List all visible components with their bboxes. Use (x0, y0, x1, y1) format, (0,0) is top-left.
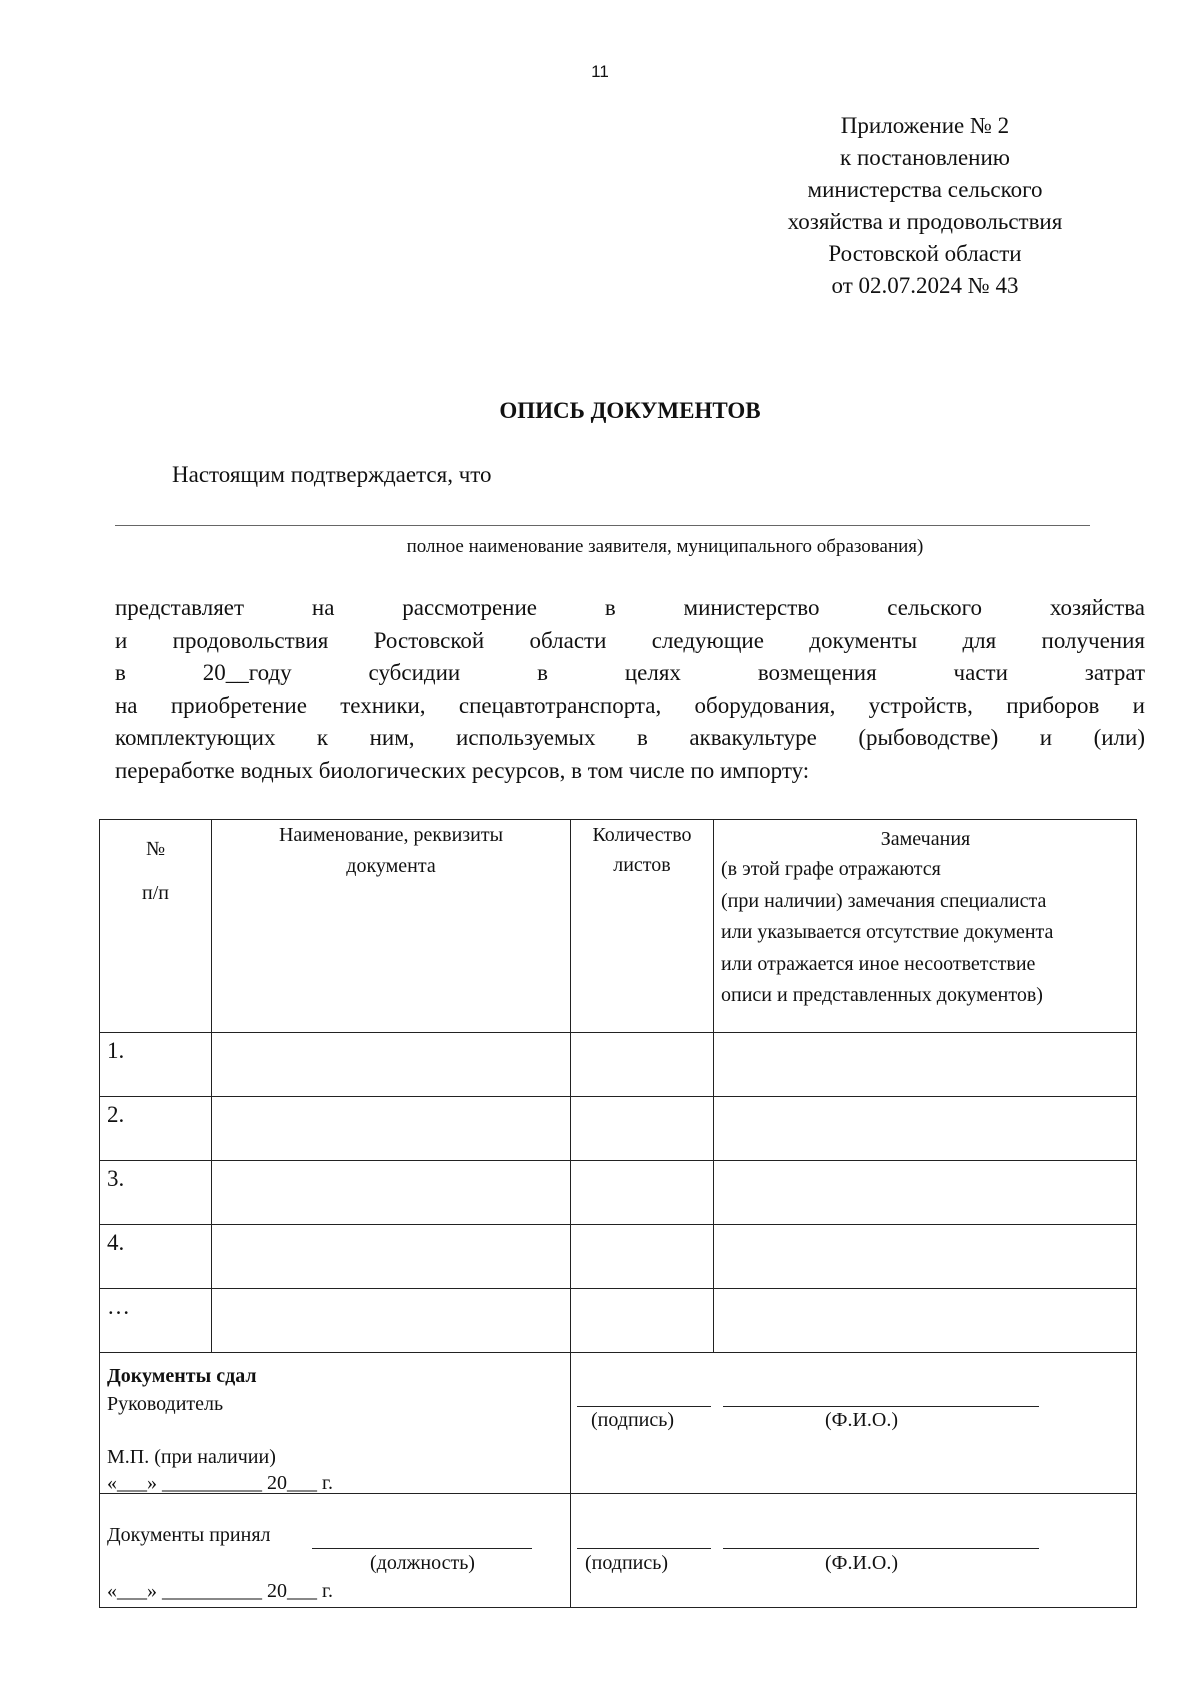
handed-over-row (100, 1353, 1137, 1494)
applicant-name-field[interactable] (115, 525, 1090, 526)
paragraph-line: переработке водных биологических ресурсов, в том числе по импорту: (115, 757, 810, 783)
document-name-cell[interactable] (212, 1289, 571, 1353)
row-number: 1. (100, 1033, 212, 1097)
table-row (100, 1225, 1137, 1289)
table-row (100, 1289, 1137, 1353)
header-number-sign: № (145, 838, 166, 860)
document-name-cell[interactable] (212, 1097, 571, 1161)
received-row (100, 1494, 1137, 1608)
position-line[interactable] (312, 1548, 532, 1549)
appendix-line: к постановлению (840, 145, 1010, 170)
row-number: 2. (100, 1097, 212, 1161)
paragraph-line: на приобретение техники, спецавтотранспорта, оборудования, устройств, приборов и (115, 692, 1145, 718)
table-row (100, 1033, 1137, 1097)
appendix-block (740, 110, 1110, 302)
signature-caption: (подпись) (585, 1552, 669, 1574)
appendix-line: от 02.07.2024 № 43 (831, 273, 1019, 298)
header-document-name (212, 820, 571, 1033)
position-caption: (должность) (370, 1552, 475, 1574)
handed-over-role: Руководитель (107, 1393, 224, 1415)
document-name-cell[interactable] (212, 1033, 571, 1097)
handed-over-right (571, 1353, 1137, 1494)
remarks-cell[interactable] (714, 1289, 1137, 1353)
fio-line[interactable] (723, 1406, 1039, 1407)
handed-over-heading: Документы сдал (107, 1365, 257, 1387)
sheet-count-cell[interactable] (571, 1289, 714, 1353)
received-right (571, 1494, 1137, 1608)
header-sheet-count (571, 820, 714, 1033)
header-remarks-line: описи и представленных документов) (721, 984, 1043, 1006)
handed-over-date[interactable]: «___» __________ 20___ г. (107, 1472, 333, 1494)
appendix-line: министерства сельского (807, 177, 1043, 202)
fio-caption: (Ф.И.О.) (825, 1409, 899, 1431)
document-name-cell[interactable] (212, 1161, 571, 1225)
paragraph-line: и продовольствия Ростовской области следующие документы для получения (115, 627, 1145, 653)
remarks-cell[interactable] (714, 1097, 1137, 1161)
paragraph-line: комплектующих к ним, используемых в аквакультуре (рыбоводстве) и (или) (115, 725, 1145, 750)
applicant-name-caption: полное наименование заявителя, муниципального образования) (406, 536, 924, 557)
header-remarks-line: (при наличии) замечания специалиста (721, 889, 1047, 912)
sheet-count-cell[interactable] (571, 1161, 714, 1225)
header-name-line: документа (346, 855, 436, 877)
signature-line[interactable] (577, 1406, 711, 1407)
header-remarks-line: (в этой графе отражаются (721, 858, 941, 880)
row-number: 4. (100, 1225, 212, 1289)
signature-line[interactable] (577, 1548, 711, 1549)
header-remarks-line: или отражается иное несоответствие (721, 952, 1036, 975)
signature-caption: (подпись) (591, 1409, 675, 1431)
document-title: ОПИСЬ ДОКУМЕНТОВ (499, 398, 761, 423)
row-number: … (100, 1289, 212, 1353)
documents-table (99, 819, 1137, 1608)
row-number: 3. (100, 1161, 212, 1225)
appendix-line: хозяйства и продовольствия (787, 209, 1063, 234)
document-name-cell[interactable] (212, 1225, 571, 1289)
header-qty-line: Количество (592, 824, 692, 846)
received-label: Документы принял (107, 1524, 271, 1546)
paragraph-line: представляет на рассмотрение в министерство сельского хозяйства (115, 595, 1145, 620)
intro-text: Настоящим подтверждается, что (172, 462, 492, 487)
remarks-cell[interactable] (714, 1225, 1137, 1289)
statement-paragraph (115, 592, 1145, 787)
remarks-cell[interactable] (714, 1161, 1137, 1225)
header-remarks (714, 820, 1137, 1033)
sheet-count-cell[interactable] (571, 1097, 714, 1161)
appendix-line: Ростовской области (828, 241, 1022, 266)
received-date[interactable]: «___» __________ 20___ г. (107, 1580, 333, 1602)
sheet-count-cell[interactable] (571, 1033, 714, 1097)
table-row (100, 1097, 1137, 1161)
table-row (100, 1161, 1137, 1225)
fio-caption: (Ф.И.О.) (825, 1552, 899, 1574)
header-number-pp: п/п (142, 882, 169, 904)
remarks-cell[interactable] (714, 1033, 1137, 1097)
sheet-count-cell[interactable] (571, 1225, 714, 1289)
table-header-row (100, 820, 1137, 1033)
seal-label: М.П. (при наличии) (107, 1446, 276, 1468)
header-qty-line: листов (613, 854, 671, 876)
header-name-line: Наименование, реквизиты (278, 824, 504, 846)
received-left (100, 1494, 571, 1608)
appendix-line: Приложение № 2 (840, 113, 1010, 138)
header-number (100, 820, 212, 1033)
page-number: 11 (591, 62, 609, 81)
header-remarks-title: Замечания (880, 828, 971, 850)
fio-line[interactable] (723, 1548, 1039, 1549)
header-remarks-line: или указывается отсутствие документа (721, 921, 1054, 943)
paragraph-line: в 20__году субсидии в целях возмещения части затрат (115, 660, 1145, 685)
handed-over-left (100, 1353, 571, 1494)
